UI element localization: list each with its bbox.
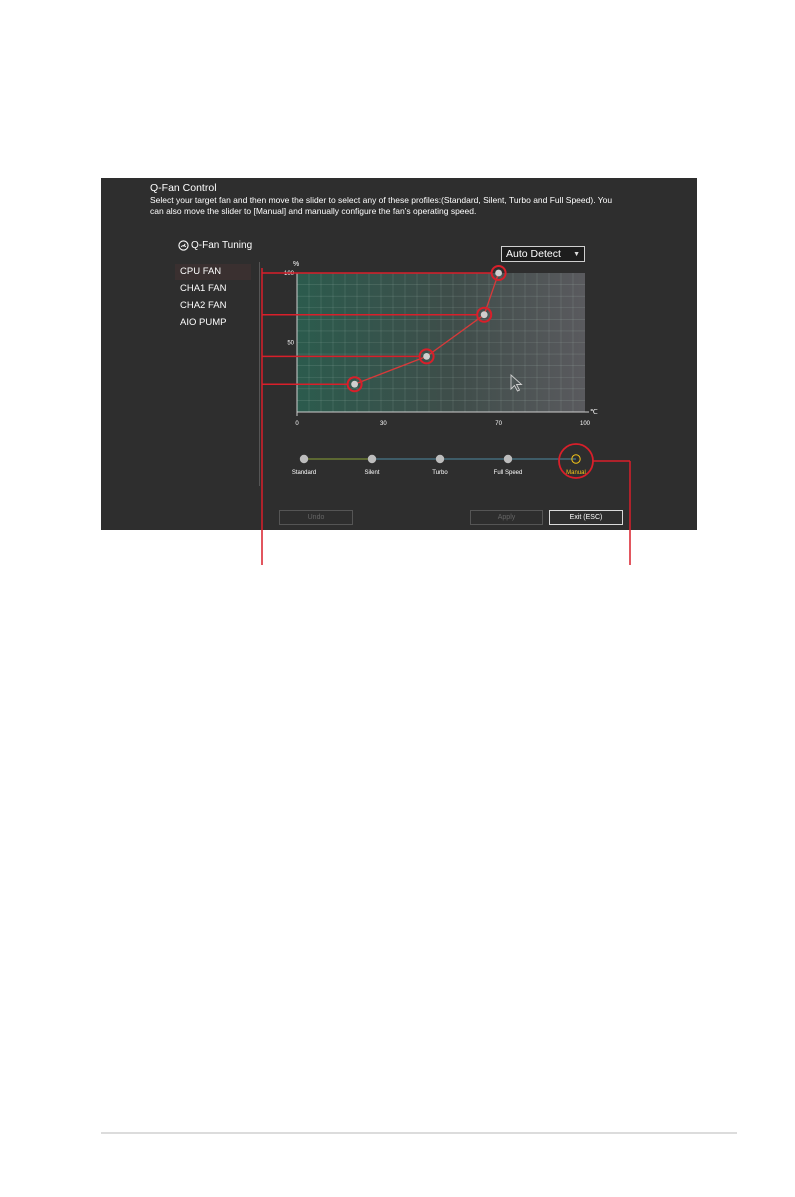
- y-unit-label: %: [293, 261, 300, 268]
- profile-label: Turbo: [432, 470, 448, 476]
- x-unit-label: ℃: [590, 409, 598, 416]
- y-tick-label: 50: [287, 340, 294, 347]
- manual-highlight-circle: [559, 444, 593, 478]
- x-tick-label: 70: [495, 421, 502, 427]
- fan-item-cpu[interactable]: CPU FAN: [175, 264, 251, 280]
- profile-label: Manual: [566, 470, 586, 476]
- apply-button[interactable]: Apply: [470, 510, 543, 525]
- x-tick-label: 100: [579, 421, 591, 427]
- x-tick-label: 0: [295, 421, 299, 427]
- chevron-down-icon: ▼: [573, 251, 580, 258]
- x-tick-label: 30: [380, 421, 387, 427]
- undo-button[interactable]: Undo: [279, 510, 353, 525]
- exit-button[interactable]: Exit (ESC): [549, 510, 623, 525]
- fan-item-cha1[interactable]: CHA1 FAN: [180, 283, 227, 294]
- profile-label: Full Speed: [493, 470, 523, 476]
- detect-mode-value: Auto Detect: [506, 248, 561, 260]
- window-title: Q-Fan Control: [150, 182, 217, 194]
- fan-item-cha2[interactable]: CHA2 FAN: [180, 300, 227, 311]
- profile-label: Silent: [364, 470, 380, 476]
- profile-label: Standard: [291, 470, 317, 476]
- qfan-tuning-label: Q-Fan Tuning: [191, 240, 253, 251]
- fan-item-aio-pump[interactable]: AIO PUMP: [180, 317, 227, 328]
- description-text: Select your target fan and then move the slider to select any of these profiles:(Standard, Silent, Turbo and Full Speed). You can also move the slider to [Manual] and manually configure the fan’s operating speed.: [150, 195, 613, 216]
- y-tick-label: 100: [283, 271, 294, 277]
